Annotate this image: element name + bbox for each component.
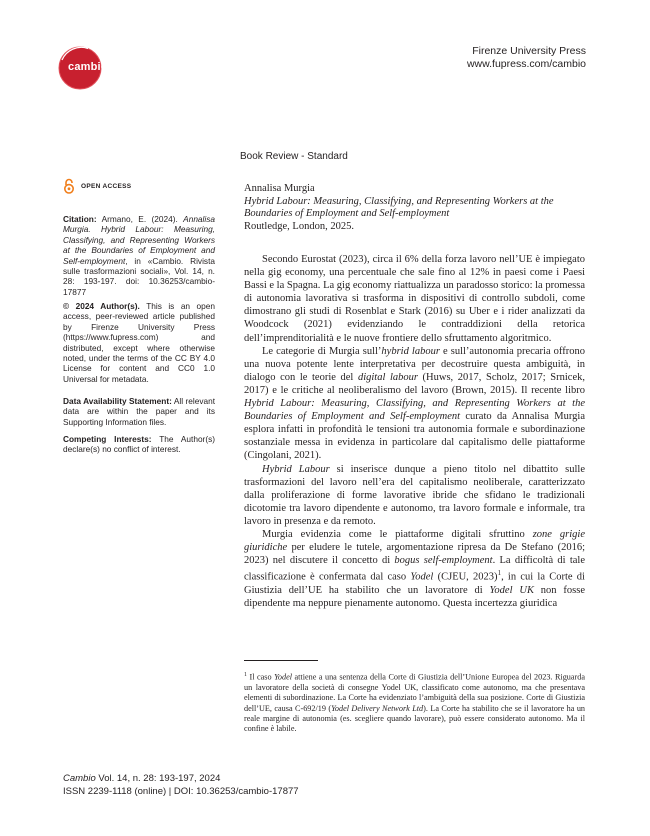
citation-post: , in «Cambio. Rivista sulle trasformazioni sociali», Vol. 14, n. 28: 193-197. doi: 10.36253/cambio-17877 bbox=[63, 255, 215, 297]
citation-title: Annalisa Murgia. Hybrid Labour: Measuring, Classifying, and Representing Workers at the Boundaries of Employment and Self-employment bbox=[63, 214, 215, 266]
journal-issn: ISSN 2239-1118 (online) | DOI: 10.36253/cambio-17877 bbox=[63, 785, 299, 797]
data-availability-text: All relevant data are within the paper and its Supporting Information files. bbox=[63, 396, 215, 427]
open-access-label: OPEN ACCESS bbox=[81, 182, 132, 190]
citation-pre: Armano, E. (2024). bbox=[96, 214, 184, 224]
open-access-lock-icon bbox=[63, 178, 75, 194]
review-publisher: Routledge, London, 2025. bbox=[244, 220, 354, 232]
license-text: This is an open access, peer-reviewed article published by Firenze University Press (https://www.fupress.com) and distributed, except where otherwise noted, under the terms of the CC BY 4.0 License for content and CC0 1.0 Universal for metadata. bbox=[63, 301, 215, 384]
license-label: © 2024 Author(s). bbox=[63, 301, 140, 311]
review-header bbox=[244, 183, 584, 233]
footnote-ref[interactable]: 1 bbox=[497, 569, 502, 578]
competing-interests-label: Competing Interests: bbox=[63, 434, 152, 444]
publisher-header bbox=[467, 45, 586, 71]
footnote-divider bbox=[244, 660, 318, 661]
review-author: Annalisa Murgia bbox=[244, 183, 315, 194]
footnote: $^1$ Il caso Yodel attiene a una sentenza della Corte di Giustizia dell’Unione Europea del 2023. Riguarda un lavoratore della società di consegne Yodel UK, classificato come autonomo, ma che presentava elementi di subordinazione. La Corte ha evidenziato l’ambiguità della sua posizione. Corte di Giustizia dell’UE, causa C-692/19 (Yodel Delivery Network Ltd). La Corte ha stabilito che se il lavoratore ha un reale margine di autonomia (es. scegliere quando lavorare), può essere considerato autonomo. Ma il confine è labile. bbox=[244, 672, 586, 734]
publisher-url[interactable]: www.fupress.com/cambio bbox=[466, 58, 586, 70]
competing-interests-block bbox=[63, 434, 215, 455]
data-availability-label: Data Availability Statement: bbox=[63, 396, 172, 406]
publisher-name: Firenze University Press bbox=[472, 45, 586, 57]
paragraph: Murgia evidenzia come le piattaforme digitali sfruttino zone grigie giuridiche per eludere le tutele, argomentazione ripresa da De Stefano (2016; 2023) nel discutere il concetto di bogus self-employment. La difficoltà di tale classificazione è confermata dal caso Yodel (CJEU, 2023)$^1$, in cui la Corte di Giustizia dell’UE ha stabilito che un lavoratore di Yodel UK non fosse dipendente ma neppure pienamente autonomo. Questa incertezza giuridica bbox=[244, 528, 586, 609]
license-block bbox=[63, 301, 215, 384]
data-availability-block bbox=[63, 396, 215, 427]
page-footer bbox=[63, 773, 299, 798]
article-body bbox=[244, 253, 585, 610]
journal-name: Cambio bbox=[63, 773, 96, 784]
review-title: Hybrid Labour: Measuring, Classifying, and Representing Workers at the Boundaries of Employment and Self-employment bbox=[244, 195, 554, 219]
paragraph: Secondo Eurostat (2023), circa il 6% della forza lavoro nell’UE è impiegato nella gig economy, una percentuale che sale fino al 12% in paesi come i Paesi Bassi e la Spagna. La gig economy riattualizza un paradosso storico: la promessa di autonomia lavorativa si trasforma in dispositivi di controllo subdoli, come dimostrano gli studi di Rosenblat e Stark (2016) su Uber e i rider analizzati da Woodcock (2021) evidenziando le contraddizioni della retorica dell’imprenditorialità e le nuove frontiere dello sfruttamento algoritmico. bbox=[244, 254, 585, 344]
footnote-number: 1 bbox=[244, 672, 247, 678]
logo-text: cambio bbox=[68, 61, 108, 73]
open-access-badge bbox=[63, 178, 131, 194]
competing-interests-text: The Author(s) declare(s) no conflict of interest. bbox=[63, 434, 215, 455]
citation-label: Citation: bbox=[63, 214, 97, 224]
paragraph: Hybrid Labour si inserisce dunque a pieno titolo nel dibattito sulle trasformazioni del lavoro nell’era del capitalismo neoliberale, caratterizzato dalla proliferazione di forme lavorative ibride che sfidano le tradizionali dicotomie tra lavoro dipendente e autonomo, tra lavoro formale e informale, tra lavoro in presenza e da remoto. bbox=[244, 463, 585, 527]
paragraph: Le categorie di Murgia sull’hybrid labour e sull’autonomia precaria offrono una nuova potente lente interpretativa per decostruire questa ambiguità, in dialogo con le teorie del digital labour (Huws, 2017, Scholz, 2017; Srnicek, 2017) e le critiche al neoliberalismo del lavoro (Brown, 2015). Il recente libro Hybrid Labour: Measuring, Classifying, and Representing Workers at the Boundaries of Employment and Self-employment curato da Annalisa Murgia esplora infatti in profondità le tensioni tra autonomia formale e subordinazione sostanziale messa in evidenza in particolare dal capitalismo delle piattaforme (Cingolani, 2021). bbox=[244, 345, 585, 462]
section-label: Book Review - Standard bbox=[240, 151, 348, 162]
journal-issue: Vol. 14, n. 28: 193-197, 2024 bbox=[95, 773, 221, 784]
citation-block bbox=[63, 214, 215, 297]
